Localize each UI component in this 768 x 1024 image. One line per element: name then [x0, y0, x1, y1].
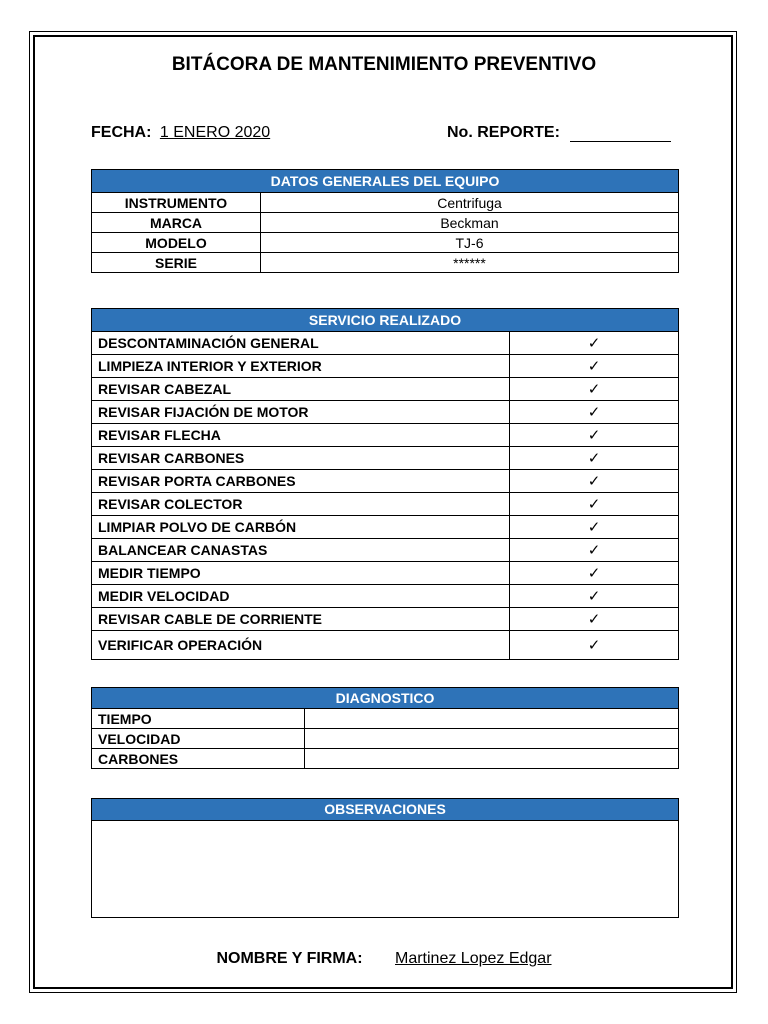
check-mark-icon: ✓ — [510, 585, 679, 608]
equipo-value: ****** — [261, 253, 679, 273]
servicio-item: BALANCEAR CANASTAS — [92, 539, 510, 562]
table-row — [92, 562, 679, 585]
table-row — [92, 539, 679, 562]
servicio-item: REVISAR FLECHA — [92, 424, 510, 447]
table-row — [92, 585, 679, 608]
table-row — [92, 424, 679, 447]
equipo-value: Beckman — [261, 213, 679, 233]
check-mark-icon: ✓ — [510, 493, 679, 516]
reporte-blank-line — [570, 125, 671, 142]
equipo-label: SERIE — [92, 253, 261, 273]
check-mark-icon: ✓ — [510, 539, 679, 562]
firma-value: Martinez Lopez Edgar — [395, 950, 552, 967]
table-row — [92, 213, 679, 233]
table-row — [92, 193, 679, 213]
diagnostico-value — [305, 749, 679, 769]
check-mark-icon: ✓ — [510, 401, 679, 424]
servicio-item: REVISAR FIJACIÓN DE MOTOR — [92, 401, 510, 424]
reporte-field — [447, 124, 671, 142]
equipo-table — [91, 169, 679, 273]
table-row — [92, 709, 679, 729]
servicio-item: VERIFICAR OPERACIÓN — [92, 631, 510, 660]
check-mark-icon: ✓ — [510, 355, 679, 378]
reporte-label: No. REPORTE: — [447, 124, 560, 141]
check-mark-icon: ✓ — [510, 608, 679, 631]
diagnostico-value — [305, 709, 679, 729]
servicio-item: DESCONTAMINACIÓN GENERAL — [92, 332, 510, 355]
table-row — [92, 516, 679, 539]
diagnostico-label: VELOCIDAD — [92, 729, 305, 749]
diagnostico-heading: DIAGNOSTICO — [92, 688, 679, 709]
table-row — [92, 608, 679, 631]
servicio-table — [91, 308, 679, 660]
servicio-item: REVISAR COLECTOR — [92, 493, 510, 516]
table-row — [92, 470, 679, 493]
equipo-heading: DATOS GENERALES DEL EQUIPO — [92, 170, 679, 193]
check-mark-icon: ✓ — [510, 378, 679, 401]
table-row — [92, 631, 679, 660]
check-mark-icon: ✓ — [510, 424, 679, 447]
diagnostico-label: CARBONES — [92, 749, 305, 769]
servicio-item: LIMPIEZA INTERIOR Y EXTERIOR — [92, 355, 510, 378]
document-title: BITÁCORA DE MANTENIMIENTO PREVENTIVO — [171, 54, 597, 75]
firma-field — [0, 950, 768, 968]
equipo-label: MARCA — [92, 213, 261, 233]
fecha-value: 1 ENERO 2020 — [159, 124, 271, 141]
table-row — [92, 401, 679, 424]
servicio-heading: SERVICIO REALIZADO — [92, 309, 679, 332]
check-mark-icon: ✓ — [510, 470, 679, 493]
check-mark-icon: ✓ — [510, 562, 679, 585]
diagnostico-table — [91, 687, 679, 769]
servicio-item: REVISAR PORTA CARBONES — [92, 470, 510, 493]
diagnostico-value — [305, 729, 679, 749]
servicio-item: REVISAR CARBONES — [92, 447, 510, 470]
check-mark-icon: ✓ — [510, 516, 679, 539]
equipo-label: INSTRUMENTO — [92, 193, 261, 213]
servicio-item: MEDIR VELOCIDAD — [92, 585, 510, 608]
table-row — [92, 332, 679, 355]
table-row — [92, 253, 679, 273]
diagnostico-label: TIEMPO — [92, 709, 305, 729]
check-mark-icon: ✓ — [510, 447, 679, 470]
firma-label: NOMBRE Y FIRMA: — [216, 950, 363, 967]
fecha-field — [91, 124, 270, 142]
observaciones-heading: OBSERVACIONES — [92, 799, 678, 821]
fecha-label: FECHA: — [91, 124, 152, 141]
equipo-value: TJ-6 — [261, 233, 679, 253]
equipo-label: MODELO — [92, 233, 261, 253]
table-row — [92, 355, 679, 378]
table-row — [92, 233, 679, 253]
table-row — [92, 729, 679, 749]
table-row — [92, 749, 679, 769]
equipo-value: Centrifuga — [261, 193, 679, 213]
check-mark-icon: ✓ — [510, 332, 679, 355]
table-row — [92, 378, 679, 401]
servicio-item: REVISAR CABLE DE CORRIENTE — [92, 608, 510, 631]
servicio-item: LIMPIAR POLVO DE CARBÓN — [92, 516, 510, 539]
servicio-item: REVISAR CABEZAL — [92, 378, 510, 401]
table-row — [92, 447, 679, 470]
observaciones-box — [91, 798, 679, 918]
check-mark-icon: ✓ — [510, 631, 679, 660]
servicio-item: MEDIR TIEMPO — [92, 562, 510, 585]
table-row — [92, 493, 679, 516]
